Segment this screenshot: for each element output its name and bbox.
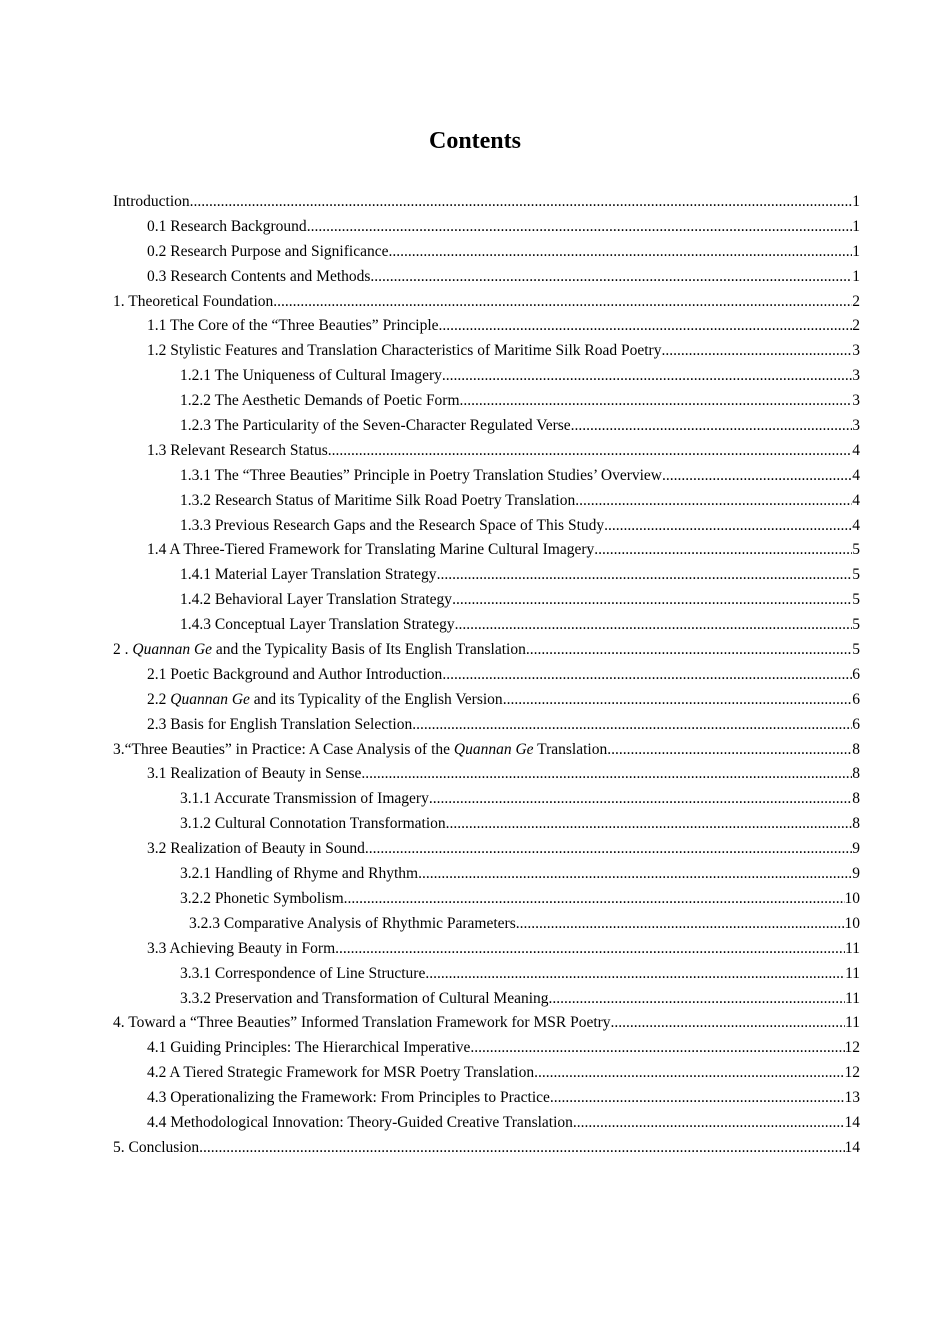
toc-entry-title: 3.1.1 Accurate Transmission of Imagery (180, 790, 429, 808)
toc-entry-title: 2 . Quannan Ge and the Typicality Basis of Its English Translation (113, 641, 526, 659)
toc-entry-title: 1.2 Stylistic Features and Translation Characteristics of Maritime Silk Road Poetry (147, 342, 662, 360)
toc-entry[interactable] (113, 638, 860, 663)
toc-page-number: 10 (844, 889, 860, 907)
toc-dot-leader (344, 887, 845, 912)
toc-entry[interactable] (113, 937, 860, 962)
toc-page-number: 3 (852, 367, 860, 385)
toc-entry-title: 1.2.2 The Aesthetic Demands of Poetic Form (180, 392, 460, 410)
toc-entry[interactable] (113, 439, 860, 464)
toc-entry-title: Introduction (113, 193, 190, 210)
toc-page-number: 2 (852, 317, 860, 335)
toc-page-number: 4 (852, 491, 860, 509)
toc-entry-title: 3.3.2 Preservation and Transformation of Cultural Meaning (180, 989, 549, 1007)
toc-dot-leader (516, 912, 845, 937)
toc-page-number: 1 (852, 267, 860, 285)
toc-dot-leader (661, 339, 852, 364)
toc-dot-leader (388, 240, 852, 265)
toc-dot-leader (429, 787, 852, 812)
toc-entry[interactable] (113, 787, 860, 812)
toc-dot-leader (361, 762, 852, 787)
toc-entry-title: 1.3.2 Research Status of Maritime Silk Road Poetry Translation (180, 491, 576, 509)
toc-entry-title: 1.1 The Core of the “Three Beauties” Principle (147, 317, 439, 335)
toc-entry-title: 1.4.1 Material Layer Translation Strategy (180, 566, 437, 584)
toc-entry-title: 3.2.2 Phonetic Symbolism (180, 889, 344, 907)
toc-page-number: 6 (852, 690, 860, 708)
toc-entry-title: 1.4.2 Behavioral Layer Translation Strategy (180, 591, 453, 609)
toc-page-number: 10 (844, 914, 860, 932)
toc-page-number: 14 (844, 1138, 860, 1156)
toc-entry[interactable] (113, 414, 860, 439)
toc-dot-leader (503, 688, 853, 713)
toc-dot-leader (594, 538, 852, 563)
toc-entry[interactable] (113, 1036, 860, 1061)
toc-dot-leader (370, 265, 852, 290)
toc-page-number: 12 (844, 1064, 860, 1082)
toc-entry-title: 1. Theoretical Foundation (113, 292, 274, 310)
toc-entry-title: 1.4.3 Conceptual Layer Translation Strategy (180, 616, 455, 634)
page-title: Contents (428, 128, 521, 154)
toc-entry-title: 3.“Three Beauties” in Practice: A Case Analysis of the Quannan Ge Translation (113, 740, 608, 758)
toc-page-number: 9 (852, 865, 860, 883)
toc-dot-leader (571, 414, 853, 439)
toc-entry-title: 3.1 Realization of Beauty in Sense (147, 765, 362, 783)
toc-dot-leader (550, 1086, 845, 1111)
toc-page-number: 1 (852, 193, 860, 210)
toc-entry[interactable] (113, 563, 860, 588)
toc-entry[interactable] (113, 713, 860, 738)
toc-entry-title: 3.3.1 Correspondence of Line Structure (180, 964, 426, 982)
toc-page-number: 11 (845, 1014, 860, 1032)
toc-dot-leader (273, 290, 852, 315)
toc-entry[interactable] (113, 240, 860, 265)
toc-entry[interactable] (113, 1136, 860, 1161)
toc-entry-title: 1.4 A Three-Tiered Framework for Translating Marine Cultural Imagery (147, 541, 595, 559)
toc-dot-leader (611, 1011, 846, 1036)
toc-entry[interactable] (113, 215, 860, 240)
toc-page-number: 4 (852, 516, 860, 534)
toc-page-number: 2 (852, 292, 860, 310)
toc-entry[interactable] (113, 1111, 860, 1136)
toc-page-number: 5 (852, 591, 860, 609)
toc-dot-leader (526, 638, 852, 663)
toc-entry[interactable] (113, 538, 860, 563)
toc-entry-title: 1.2.1 The Uniqueness of Cultural Imagery (180, 367, 442, 385)
toc-page-number: 3 (852, 417, 860, 435)
toc-dot-leader (335, 937, 845, 962)
toc-dot-leader (199, 1136, 844, 1161)
toc-dot-leader (604, 514, 852, 539)
toc-entry[interactable] (113, 339, 860, 364)
toc-entry-title: 0.3 Research Contents and Methods (147, 267, 371, 285)
toc-entry[interactable] (113, 464, 860, 489)
toc-entry-title: 2.3 Basis for English Translation Selection (147, 715, 413, 733)
toc-page-number: 8 (852, 815, 860, 833)
toc-entry[interactable] (113, 314, 860, 339)
toc-page-number: 4 (852, 466, 860, 484)
toc-page-number: 8 (852, 790, 860, 808)
toc-page-number: 5 (852, 616, 860, 634)
toc-entry-title: 0.2 Research Purpose and Significance (147, 242, 389, 260)
toc-page-number: 14 (844, 1113, 860, 1131)
toc-entry[interactable] (113, 1086, 860, 1111)
toc-entry[interactable] (113, 962, 860, 987)
toc-dot-leader (607, 738, 852, 763)
toc-page-number: 11 (845, 964, 860, 982)
toc-page-number: 4 (852, 441, 860, 459)
toc-entry-title: 3.2 Realization of Beauty in Sound (147, 840, 365, 858)
toc-entry-title: 3.2.1 Handling of Rhyme and Rhythm (180, 865, 419, 883)
toc-entry-title: 3.2.3 Comparative Analysis of Rhythmic Parameters (189, 914, 516, 932)
toc-page-number: 6 (852, 715, 860, 733)
toc-entry-title: 4.2 A Tiered Strategic Framework for MSR Poetry Translation (147, 1064, 535, 1082)
toc-entry-title: 3.1.2 Cultural Connotation Transformation (180, 815, 446, 833)
toc-entry[interactable] (113, 364, 860, 389)
toc-entry[interactable] (113, 389, 860, 414)
toc-entry[interactable] (113, 862, 860, 887)
toc-entry[interactable] (113, 613, 860, 638)
toc-dot-leader (412, 713, 852, 738)
toc-page-number: 5 (852, 566, 860, 584)
table-of-contents (113, 190, 860, 1161)
toc-entry-title: 0.1 Research Background (147, 217, 307, 235)
toc-page-number: 8 (852, 740, 860, 758)
toc-entry-title: 4. Toward a “Three Beauties” Informed Translation Framework for MSR Poetry (113, 1014, 611, 1032)
toc-entry[interactable] (113, 837, 860, 862)
toc-entry-title: 4.4 Methodological Innovation: Theory-Guided Creative Translation (147, 1113, 573, 1131)
toc-entry-title: 3.3 Achieving Beauty in Form (147, 939, 336, 957)
toc-entry[interactable] (113, 887, 860, 912)
toc-dot-leader (662, 464, 852, 489)
toc-dot-leader (470, 1036, 844, 1061)
toc-page-number: 6 (852, 665, 860, 683)
toc-dot-leader (549, 987, 846, 1012)
toc-page-number: 13 (844, 1089, 860, 1107)
toc-dot-leader (365, 837, 852, 862)
toc-dot-leader (328, 439, 852, 464)
toc-dot-leader (425, 962, 845, 987)
toc-page-number: 8 (852, 765, 860, 783)
toc-entry-title: 1.3.3 Previous Research Gaps and the Research Space of This Study (180, 516, 605, 534)
toc-entry[interactable] (113, 265, 860, 290)
toc-entry[interactable] (113, 489, 860, 514)
toc-dot-leader (418, 862, 852, 887)
toc-dot-leader (439, 314, 853, 339)
toc-entry-title: 2.2 Quannan Ge and its Typicality of the English Version (147, 690, 503, 708)
toc-entry[interactable] (113, 290, 860, 315)
toc-entry-title: 4.3 Operationalizing the Framework: From Principles to Practice (147, 1089, 550, 1107)
toc-page-number: 9 (852, 840, 860, 858)
toc-dot-leader (534, 1061, 844, 1086)
toc-entry[interactable] (113, 987, 860, 1012)
toc-page-number: 11 (845, 939, 860, 957)
toc-entry-title: 1.2.3 The Particularity of the Seven-Character Regulated Verse (180, 417, 571, 435)
toc-page-number: 5 (852, 641, 860, 659)
toc-dot-leader (307, 215, 853, 240)
toc-entry[interactable] (113, 738, 860, 763)
toc-dot-leader (442, 364, 852, 389)
toc-entry[interactable] (113, 588, 860, 613)
toc-entry[interactable] (113, 912, 860, 937)
toc-entry[interactable] (113, 1011, 860, 1036)
toc-dot-leader (446, 812, 853, 837)
toc-dot-leader (452, 588, 852, 613)
toc-page-number: 3 (852, 392, 860, 410)
toc-dot-leader (437, 563, 853, 588)
toc-entry[interactable] (113, 514, 860, 539)
toc-entry[interactable] (113, 762, 860, 787)
toc-dot-leader (573, 1111, 845, 1136)
toc-page-number: 3 (852, 342, 860, 360)
toc-page-number: 1 (852, 217, 860, 235)
toc-entry[interactable] (113, 1061, 860, 1086)
toc-page-number: 5 (852, 541, 860, 559)
toc-dot-leader (190, 190, 853, 215)
toc-page-number: 1 (852, 242, 860, 260)
toc-entry-title: 2.1 Poetic Background and Author Introduction (147, 665, 443, 683)
toc-entry-title: 1.3.1 The “Three Beauties” Principle in Poetry Translation Studies’ Overview (180, 466, 662, 484)
toc-entry[interactable] (113, 688, 860, 713)
toc-entry-title: 5. Conclusion (113, 1138, 200, 1156)
toc-entry[interactable] (113, 190, 860, 215)
toc-page-number: 11 (845, 989, 860, 1007)
toc-dot-leader (442, 663, 852, 688)
toc-entry[interactable] (113, 663, 860, 688)
toc-dot-leader (575, 489, 852, 514)
toc-entry-title: 1.3 Relevant Research Status (147, 441, 328, 459)
toc-entry[interactable] (113, 812, 860, 837)
toc-page-number: 12 (844, 1039, 860, 1057)
toc-entry-title: 4.1 Guiding Principles: The Hierarchical Imperative (147, 1039, 471, 1057)
toc-dot-leader (455, 613, 853, 638)
toc-dot-leader (460, 389, 853, 414)
